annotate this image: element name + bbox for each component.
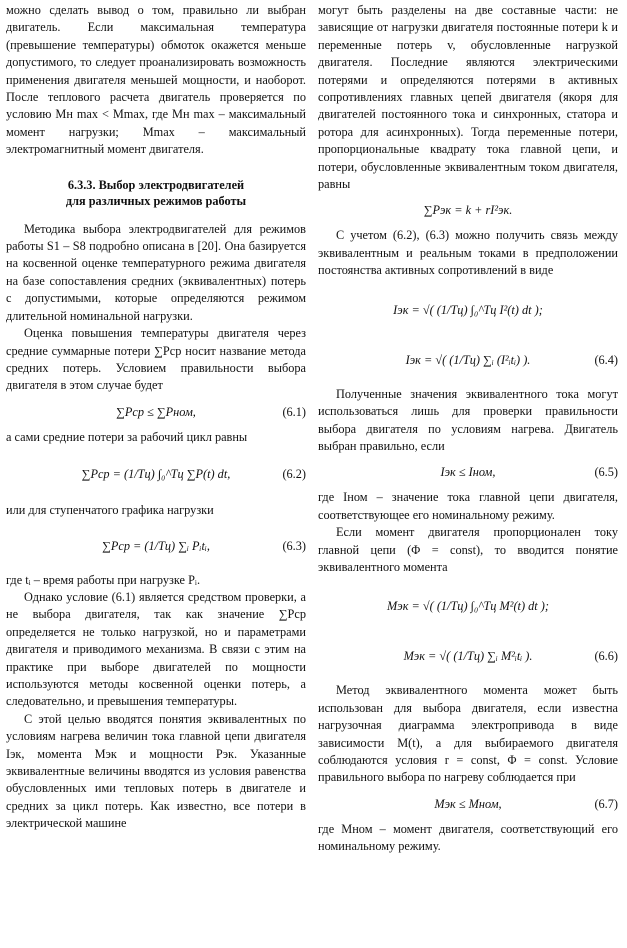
paragraph-considering: С учетом (6.2), (6.3) можно получить связь между эквивалентным и реальным токами в предположении постоянства активных сопротивлений в виде: [318, 228, 618, 278]
paragraph-obtained: Полученные значения эквивалентного тока могут использоваться лишь для проверки правильности выбора двигателя по условиям нагрева. Двигатель выбран правильно, если: [318, 386, 618, 453]
equation-mek-sum-formula: Mэк = √( (1/Tц) ∑ᵢ M²ᵢtᵢ ).: [403, 649, 533, 664]
equation-6-6: [318, 636, 618, 676]
right-column: [318, 2, 618, 856]
equation-6-6-number: (6.6): [594, 649, 618, 664]
paragraph-losses: могут быть разделены на две составные части: не зависящие от нагрузки двигателя постоянные потери k и переменные потерь v, обусловленные нагрузкой двигателя. Последние являются электрическими потерями и определяются потерями в активных сопротивлениях главных цепей двигателя (якоря для двигателей постоянного тока и синхронных, статора и ротора для асинхронных). Тогда переменные потери, пропорциональные квадрату тока главной цепи, и потери, обусловленные эквивалентным током двигателя, равны: [318, 3, 618, 192]
section-title-line1: 6.3.3. Выбор электродвигателей: [67, 177, 245, 192]
equation-6-2-formula: ∑Pср = (1/Tц) ∫₀^Tц ∑P(t) dt,: [81, 467, 231, 482]
paragraph-equivalent: С этой целью вводятся понятия эквивалентных по условиям нагрева величин тока главной цепи двигателя Iэк, момента Mэк и мощности Pэк. Указанные эквивалентные величины вводятся из условия равенства обусловленных ими тепловых потерь в двигателе и средних за цикл потерь. Как известно, все потери в электрической машине: [6, 711, 306, 831]
equation-6-1-formula: ∑Pср ≤ ∑Pном,: [116, 404, 196, 419]
paragraph-if-moment: Если момент двигателя пропорционален току главной цепи (Φ = const), то вводится понятие эквивалентного момента: [318, 525, 618, 574]
equation-6-1: [6, 401, 306, 423]
equation-6-3-formula: ∑Pср = (1/Tц) ∑ᵢ Pᵢtᵢ,: [102, 538, 210, 553]
equation-6-4-number: (6.4): [594, 352, 618, 367]
paragraph-avg-losses: а сами средние потери за рабочий цикл равны: [6, 429, 248, 444]
paragraph-however: Однако условие (6.1) является средством проверки, а не выбора двигателя, так как значение ∑Pср определяется не только нагрузкой, но и параметрами двигателя и приводимого механизма. В связи с этим на практике при выборе двигателей по мощности используются методы косвенной оценки потерь, а следовательно, и превышения температуры.: [6, 589, 306, 709]
paragraph-intro: можно сделать вывод о том, правильно ли выбран двигатель. Если максимальная температура (превышение температуры) обмоток окажется меньше допустимого, то следует проанализировать возможность применения двигателя меньшей мощности, и наоборот. После теплового расчета двигатель проверяется по условию Mн max < Mmax, где Mн max – максимальный момент нагрузки; Mmax – максимальный электромагнитный момент двигателя.: [6, 3, 306, 157]
paragraph-method-moment: Метод эквивалентного момента может быть использован для выбора двигателя, если известна нагрузочная диаграмма электропривода в виде зависимости M(t), а для выбираемого двигателя соблюдаются условия r = const, Φ = const. Условие правильного выбора по нагреву соблюдается при: [318, 683, 618, 785]
left-column: [6, 2, 306, 833]
section-heading: [6, 177, 306, 209]
equation-pek-formula: ∑Pэк = k + rI²эк.: [423, 203, 513, 218]
equation-6-7-formula: Mэк ≤ Mном,: [434, 796, 502, 811]
equation-6-3: [6, 526, 306, 566]
paragraph-where-ti: где tᵢ – время работы при нагрузке Pᵢ.: [6, 572, 201, 587]
equation-6-5: [318, 461, 618, 483]
equation-mek-integral: [318, 582, 618, 630]
paragraph-method: Методика выбора электродвигателей для режимов работы S1 – S8 подробно описана в [20]. Она базируется на косвенной оценке температурного режима двигателя на базе сопоставления средних (эквивалентных) потерь с допустимыми, которые определяются режимом длительной номинальной нагрузки.: [6, 221, 306, 323]
equation-6-1-number: (6.1): [282, 404, 306, 419]
paragraph-estimate: Оценка повышения температуры двигателя через средние суммарные потери ∑Pср носит название метода средних потерь. Условием правильности выбора двигателя в этом случае будет: [6, 326, 306, 393]
equation-6-5-formula: Iэк ≤ Iном,: [440, 465, 496, 480]
section-title-line2: для различных режимов работы: [65, 193, 247, 208]
equation-mek-integral-formula: Mэк = √( (1/Tц) ∫₀^Tц M²(t) dt );: [387, 599, 549, 614]
paragraph-where-mnom: где Mном – момент двигателя, соответствующий его номинальному режиму.: [318, 821, 618, 854]
equation-6-2-number: (6.2): [282, 467, 306, 482]
equation-iek-integral: [318, 286, 618, 334]
equation-6-7-number: (6.7): [594, 796, 618, 811]
equation-6-5-number: (6.5): [594, 465, 618, 480]
paragraph-stepped: или для ступенчатого графика нагрузки: [6, 503, 214, 518]
paragraph-where-inom: где Iном – значение тока главной цепи двигателя, соответствующее его номинальному режиму.: [318, 490, 618, 522]
equation-6-2: [6, 452, 306, 496]
equation-6-7: [318, 793, 618, 815]
equation-pek: [318, 199, 618, 221]
equation-iek-integral-formula: Iэк = √( (1/Tц) ∫₀^Tц I²(t) dt );: [393, 302, 543, 317]
equation-iek-sum-formula: Iэк = √( (1/Tц) ∑ᵢ (I²ᵢtᵢ) ).: [405, 352, 531, 367]
equation-6-3-number: (6.3): [282, 538, 306, 553]
equation-6-4: [318, 340, 618, 380]
